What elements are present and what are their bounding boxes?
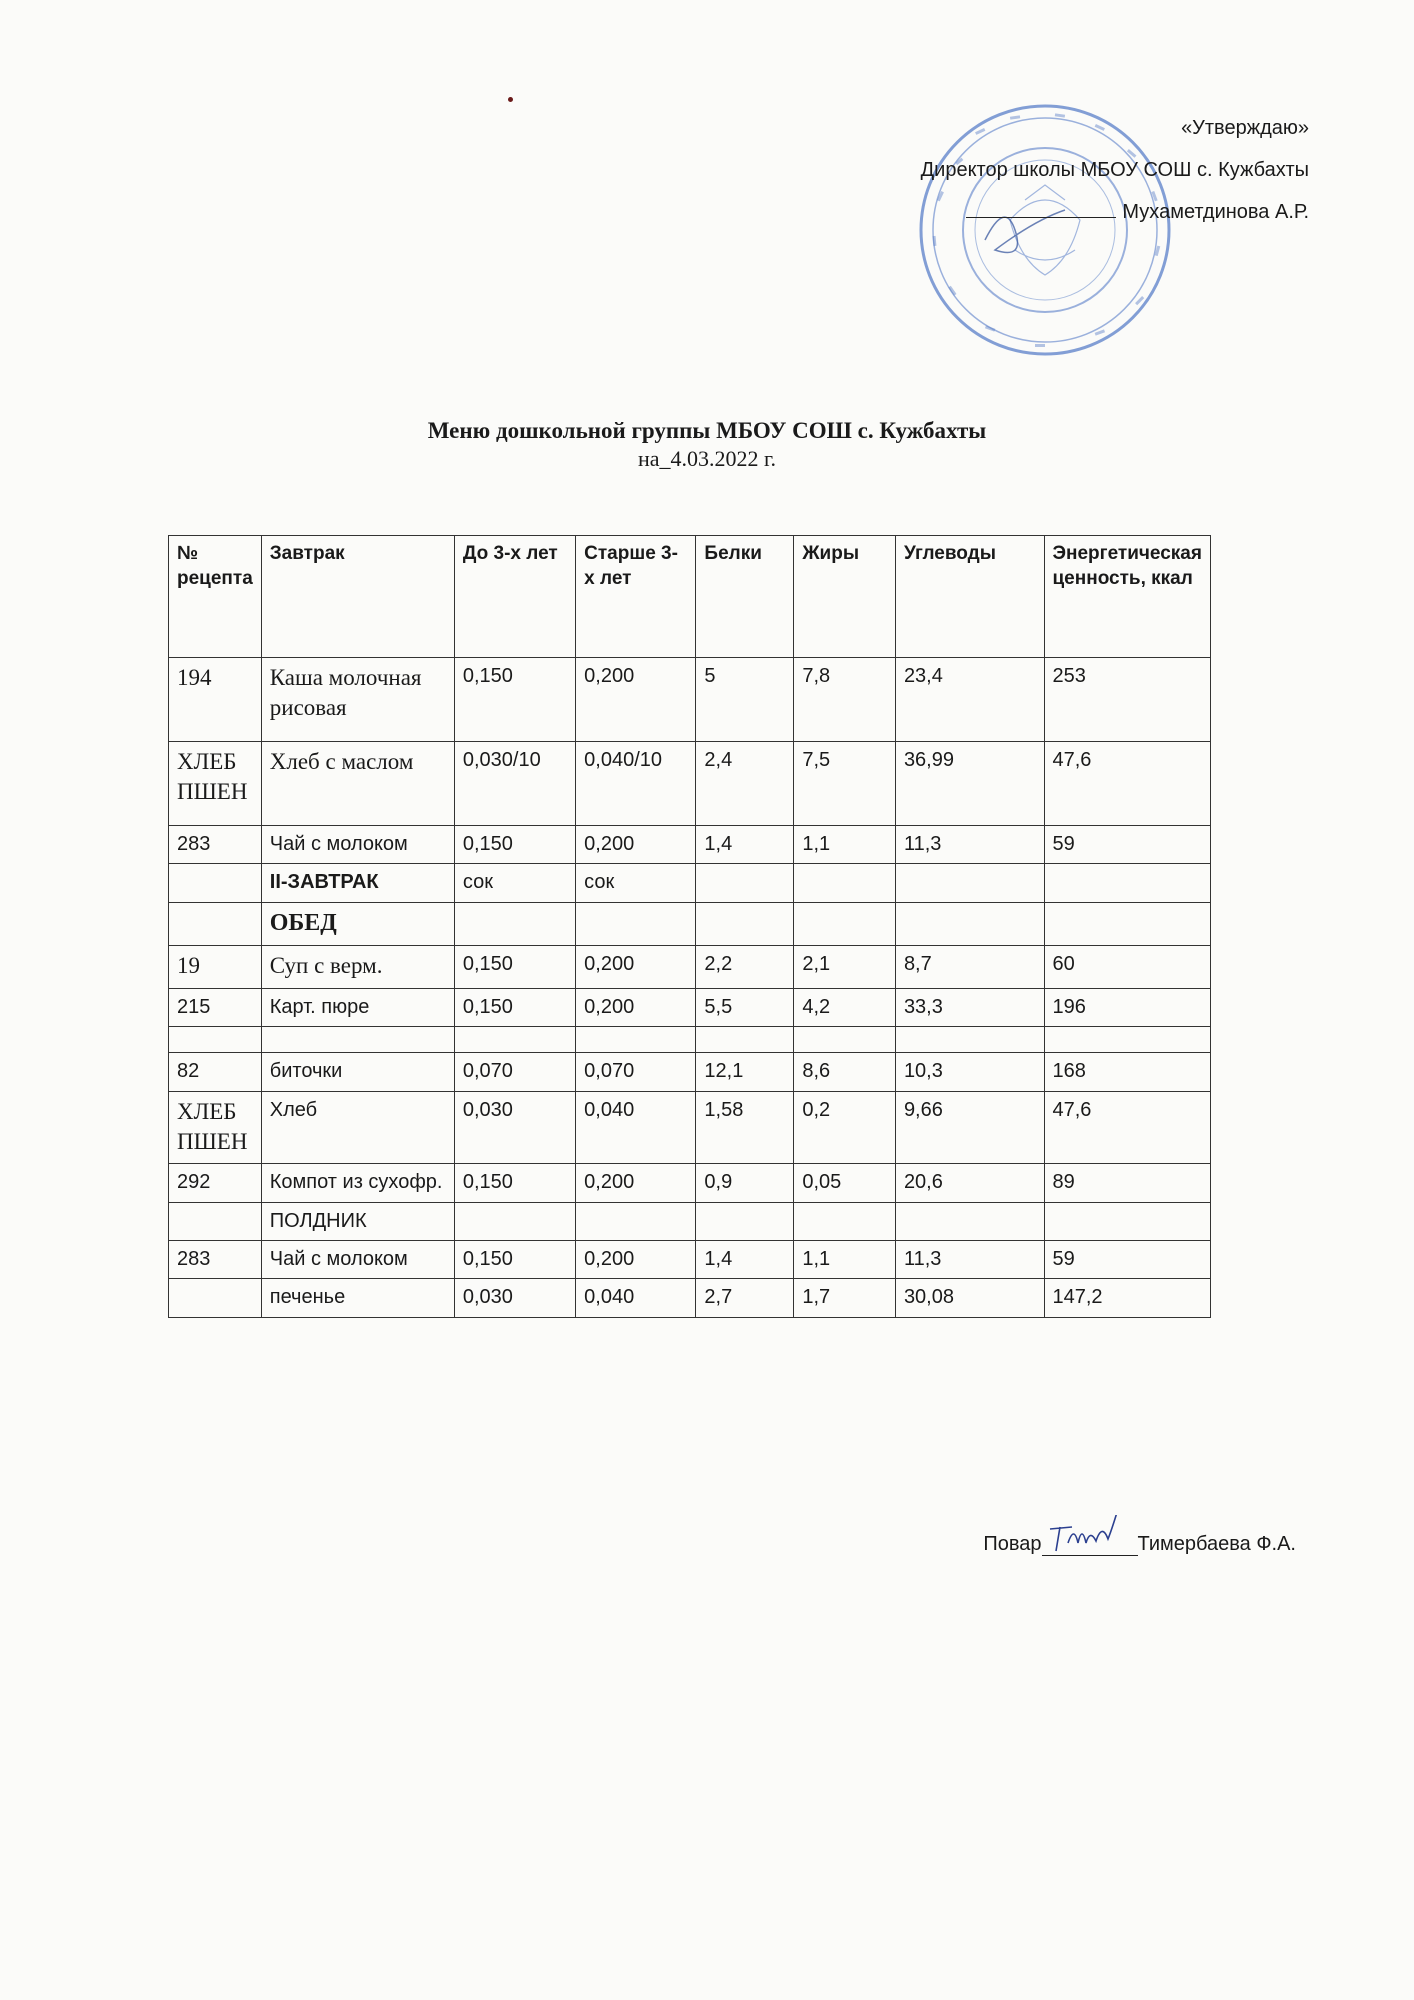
table-cell: 0,150	[454, 988, 575, 1026]
table-cell: сок	[576, 864, 696, 902]
table-cell: 47,6	[1044, 742, 1211, 826]
table-cell: 10,3	[895, 1053, 1044, 1091]
table-cell: Карт. пюре	[261, 988, 454, 1026]
table-cell: 89	[1044, 1164, 1211, 1202]
header-carbs: Углеводы	[895, 536, 1044, 658]
table-cell	[169, 864, 262, 902]
table-cell: 292	[169, 1164, 262, 1202]
table-cell: 0,200	[576, 658, 696, 742]
table-cell: ХЛЕБПШЕН	[169, 742, 262, 826]
table-cell	[454, 1202, 575, 1240]
menu-table	[168, 535, 1211, 1318]
header-recipe-no: № рецепта	[169, 536, 262, 658]
table-cell: II-ЗАВТРАК	[261, 864, 454, 902]
table-row	[169, 658, 1211, 742]
table-cell: Хлеб с маслом	[261, 742, 454, 826]
table-cell: 283	[169, 1241, 262, 1279]
page-title: Меню дошкольной группы МБОУ СОШ с. Кужбахты	[427, 418, 987, 443]
header-under3: До 3-х лет	[454, 536, 575, 658]
table-cell: 82	[169, 1053, 262, 1091]
table-cell: 23,4	[895, 658, 1044, 742]
table-cell: биточки	[261, 1053, 454, 1091]
table-cell	[794, 1027, 896, 1053]
table-row	[169, 902, 1211, 946]
table-row	[169, 988, 1211, 1026]
table-row	[169, 1053, 1211, 1091]
table-cell	[1044, 1027, 1211, 1053]
table-cell: 0,9	[696, 1164, 794, 1202]
document-title	[0, 418, 1414, 472]
table-cell: 0,200	[576, 988, 696, 1026]
table-cell: 30,08	[895, 1279, 1044, 1317]
table-cell	[169, 902, 262, 946]
table-cell	[895, 864, 1044, 902]
table-cell: 5	[696, 658, 794, 742]
table-cell: печенье	[261, 1279, 454, 1317]
cook-signature	[1042, 1515, 1138, 1556]
table-cell: 8,7	[895, 946, 1044, 988]
table-cell	[576, 1202, 696, 1240]
table-row	[169, 1202, 1211, 1240]
table-cell: 20,6	[895, 1164, 1044, 1202]
table-cell: 215	[169, 988, 262, 1026]
table-cell: 0,030/10	[454, 742, 575, 826]
table-cell	[794, 902, 896, 946]
header-protein: Белки	[696, 536, 794, 658]
table-cell	[576, 1027, 696, 1053]
table-cell: 1,4	[696, 826, 794, 864]
table-cell: Чай с молоком	[261, 1241, 454, 1279]
table-cell	[895, 1202, 1044, 1240]
table-cell: 0,040/10	[576, 742, 696, 826]
table-cell: 0,150	[454, 826, 575, 864]
table-cell: 2,1	[794, 946, 896, 988]
table-cell: 2,4	[696, 742, 794, 826]
table-row	[169, 1027, 1211, 1053]
table-cell: 59	[1044, 1241, 1211, 1279]
table-cell: Каша молочная рисовая	[261, 658, 454, 742]
ink-dot	[508, 97, 513, 102]
table-cell: 2,2	[696, 946, 794, 988]
header-energy: Энергетическая ценность, ккал	[1044, 536, 1211, 658]
table-cell: 147,2	[1044, 1279, 1211, 1317]
table-row	[169, 1241, 1211, 1279]
table-cell: 19	[169, 946, 262, 988]
table-cell: Хлеб	[261, 1091, 454, 1164]
table-cell: Суп с верм.	[261, 946, 454, 988]
menu-date: на_4.03.2022 г.	[637, 446, 777, 471]
table-cell	[794, 864, 896, 902]
approval-signatory	[609, 202, 1309, 222]
table-cell: 8,6	[794, 1053, 896, 1091]
table-cell: Компот из сухофр.	[261, 1164, 454, 1202]
cook-signature-block	[983, 1515, 1296, 1556]
table-cell	[454, 902, 575, 946]
approval-block	[609, 118, 1309, 244]
table-cell: 0,040	[576, 1279, 696, 1317]
table-cell: 0,150	[454, 658, 575, 742]
table-cell	[454, 1027, 575, 1053]
director-name: Мухаметдинова А.Р.	[1122, 201, 1309, 223]
table-row	[169, 826, 1211, 864]
table-cell: 7,8	[794, 658, 896, 742]
table-cell: 5,5	[696, 988, 794, 1026]
table-cell: 4,2	[794, 988, 896, 1026]
header-over3: Старше 3-х лет	[576, 536, 696, 658]
table-cell: 36,99	[895, 742, 1044, 826]
table-cell: 168	[1044, 1053, 1211, 1091]
table-cell	[794, 1202, 896, 1240]
table-cell: сок	[454, 864, 575, 902]
table-cell	[1044, 1202, 1211, 1240]
table-cell	[696, 902, 794, 946]
table-cell	[696, 1027, 794, 1053]
cook-name: Тимербаева Ф.А.	[1137, 1533, 1296, 1555]
table-cell: 60	[1044, 946, 1211, 988]
table-cell: 11,3	[895, 1241, 1044, 1279]
table-cell: 9,66	[895, 1091, 1044, 1164]
table-cell	[895, 1027, 1044, 1053]
table-header-row	[169, 536, 1211, 658]
table-cell: 0,150	[454, 1164, 575, 1202]
table-cell: 1,1	[794, 1241, 896, 1279]
table-cell: Чай с молоком	[261, 826, 454, 864]
table-cell: 194	[169, 658, 262, 742]
table-cell	[895, 902, 1044, 946]
table-cell: 2,7	[696, 1279, 794, 1317]
table-cell: 0,2	[794, 1091, 896, 1164]
table-cell: 0,200	[576, 826, 696, 864]
table-cell: 0,070	[454, 1053, 575, 1091]
table-cell: 283	[169, 826, 262, 864]
approval-heading: «Утверждаю»	[1181, 117, 1309, 139]
table-cell: ПОЛДНИК	[261, 1202, 454, 1240]
table-cell: 0,200	[576, 1164, 696, 1202]
table-cell: 33,3	[895, 988, 1044, 1026]
table-cell: 0,200	[576, 1241, 696, 1279]
table-cell	[1044, 864, 1211, 902]
header-fat: Жиры	[794, 536, 896, 658]
table-cell: 0,040	[576, 1091, 696, 1164]
table-cell: 1,7	[794, 1279, 896, 1317]
table-row	[169, 1164, 1211, 1202]
signature-line	[966, 216, 1116, 218]
table-cell	[1044, 902, 1211, 946]
table-cell: 1,58	[696, 1091, 794, 1164]
table-cell: 7,5	[794, 742, 896, 826]
table-cell: 1,4	[696, 1241, 794, 1279]
table-cell: 253	[1044, 658, 1211, 742]
table-cell: 0,150	[454, 1241, 575, 1279]
table-cell: 1,1	[794, 826, 896, 864]
table-cell	[696, 864, 794, 902]
table-cell: 0,150	[454, 946, 575, 988]
table-row	[169, 742, 1211, 826]
table-cell: 0,05	[794, 1164, 896, 1202]
table-cell: 59	[1044, 826, 1211, 864]
table-cell	[576, 902, 696, 946]
table-row	[169, 1091, 1211, 1164]
table-cell: 11,3	[895, 826, 1044, 864]
table-cell: 0,030	[454, 1279, 575, 1317]
table-cell	[169, 1202, 262, 1240]
table-cell: ХЛЕБПШЕН	[169, 1091, 262, 1164]
table-cell: ОБЕД	[261, 902, 454, 946]
table-cell: 0,070	[576, 1053, 696, 1091]
table-row	[169, 946, 1211, 988]
approval-position: Директор школы МБОУ СОШ с. Кужбахты	[920, 159, 1309, 181]
table-cell: 0,200	[576, 946, 696, 988]
table-cell: 196	[1044, 988, 1211, 1026]
table-cell: 12,1	[696, 1053, 794, 1091]
table-row	[169, 864, 1211, 902]
table-cell	[169, 1027, 262, 1053]
cook-label: Повар	[983, 1533, 1042, 1555]
table-row	[169, 1279, 1211, 1317]
table-cell	[696, 1202, 794, 1240]
table-cell	[261, 1027, 454, 1053]
table-cell	[169, 1279, 262, 1317]
table-cell: 0,030	[454, 1091, 575, 1164]
table-cell: 47,6	[1044, 1091, 1211, 1164]
header-meal: Завтрак	[261, 536, 454, 658]
